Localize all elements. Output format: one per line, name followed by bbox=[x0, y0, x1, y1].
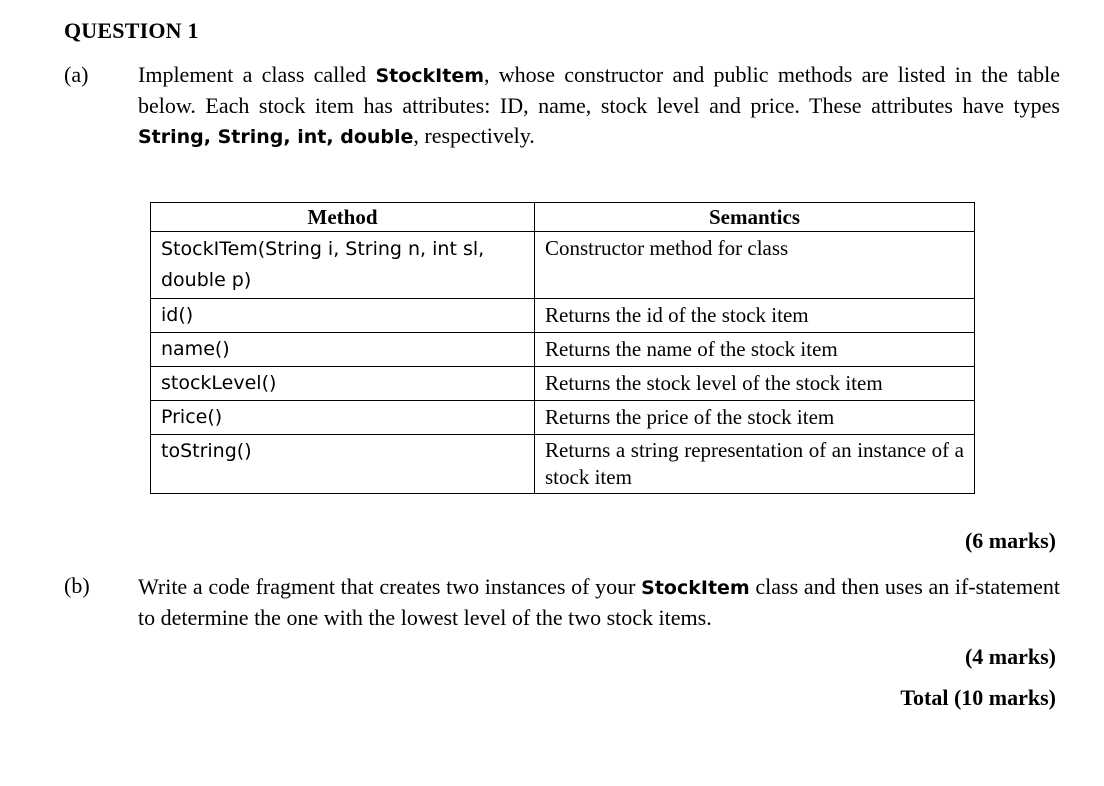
table-row bbox=[151, 299, 975, 333]
method-cell: name() bbox=[151, 333, 535, 367]
methods-table bbox=[150, 202, 975, 494]
class-name-code: StockItem bbox=[375, 65, 485, 87]
total-marks: Total (10 marks) bbox=[900, 685, 1056, 710]
method-cell: Price() bbox=[151, 401, 535, 435]
semantics-cell: Returns the name of the stock item bbox=[535, 333, 975, 367]
part-a-text-2: , whose constructor and public methods are listed in the table below. Each stock item has attributes: ID, name, stock level and price. These attributes have types bbox=[138, 62, 1060, 118]
type-int: int bbox=[297, 126, 327, 148]
part-a-text bbox=[138, 60, 1060, 152]
part-a-text-3: , respectively. bbox=[413, 123, 535, 148]
method-cell: toString() bbox=[151, 435, 535, 494]
type-string-1: String bbox=[138, 126, 204, 148]
type-sep-3: , bbox=[326, 126, 341, 148]
method-cell: id() bbox=[151, 299, 535, 333]
table-row bbox=[151, 367, 975, 401]
table-row bbox=[151, 401, 975, 435]
semantics-cell: Constructor method for class bbox=[535, 232, 975, 299]
part-b-text-2: class and then uses an if-statement to determine the one with the lowest level of the two stock items. bbox=[138, 574, 1060, 630]
part-a-marks: (6 marks) bbox=[964, 528, 1056, 553]
part-a-label: (a) bbox=[64, 62, 89, 87]
part-b-marks: (4 marks) bbox=[964, 644, 1056, 669]
semantics-cell: Returns the price of the stock item bbox=[535, 401, 975, 435]
question-title: QUESTION 1 bbox=[64, 18, 199, 43]
type-double: double bbox=[340, 126, 414, 148]
semantics-cell: Returns the stock level of the stock item bbox=[535, 367, 975, 401]
part-a-text-1: Implement a class called bbox=[138, 62, 376, 87]
table-row bbox=[151, 232, 975, 299]
semantics-cell: Returns the id of the stock item bbox=[535, 299, 975, 333]
part-b-text-1: Write a code fragment that creates two instances of your bbox=[138, 574, 642, 599]
part-b-text bbox=[138, 572, 1060, 633]
method-cell: stockLevel() bbox=[151, 367, 535, 401]
type-string-2: String bbox=[217, 126, 284, 148]
table-row bbox=[151, 435, 975, 494]
part-b-label: (b) bbox=[64, 573, 90, 598]
semantics-cell: Returns a string representation of an instance of a stock item bbox=[535, 435, 975, 494]
method-cell: StockITem(String i, String n, int sl, double p) bbox=[151, 232, 535, 299]
type-sep-1: , bbox=[203, 126, 218, 148]
type-sep-2: , bbox=[283, 126, 298, 148]
header-semantics: Semantics bbox=[535, 203, 975, 232]
table-header-row bbox=[151, 203, 975, 232]
table-row bbox=[151, 333, 975, 367]
class-name-code-b: StockItem bbox=[641, 577, 750, 599]
header-method: Method bbox=[151, 203, 535, 232]
